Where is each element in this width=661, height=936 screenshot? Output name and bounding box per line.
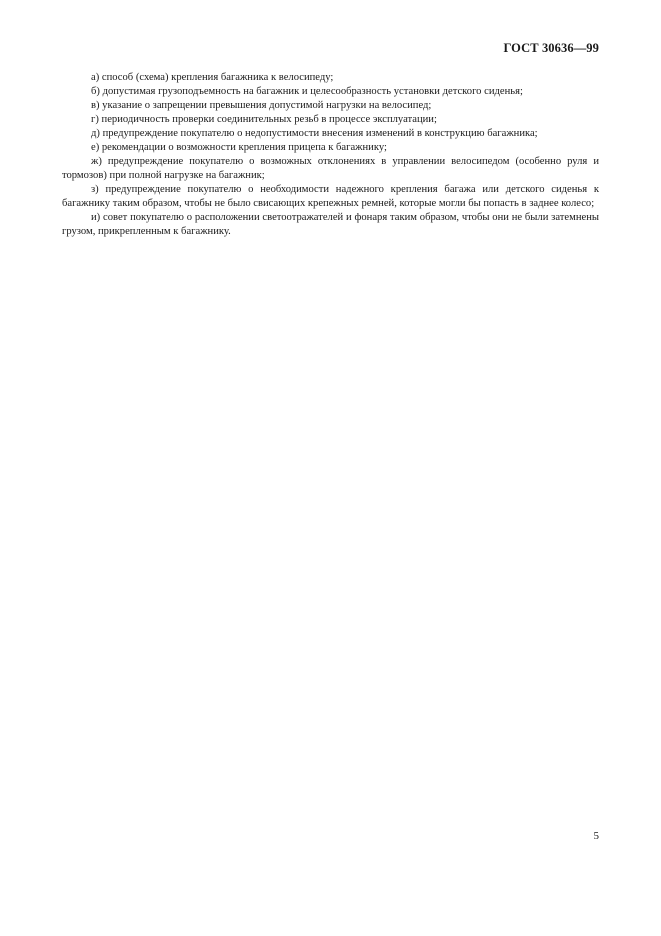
list-item-b: б) допустимая грузоподъемность на багажник и целесообразность установки детского сиденья; xyxy=(91,86,523,97)
list-item-e: е) рекомендации о возможности крепления прицепа к багажнику; xyxy=(91,142,387,153)
list-item-d: д) предупреждение покупателю о недопустимости внесения изменений в конструкцию багажника; xyxy=(91,128,538,139)
list-item-i: и) совет покупателю о расположении светоотражателей и фонаря таким образом, чтобы они не были затемнены грузом, прикрепленным к багажнику. xyxy=(62,212,599,237)
page-number: 5 xyxy=(593,830,599,842)
list-item-a: а) способ (схема) крепления багажника к велосипеду; xyxy=(91,72,334,83)
list-item-g: г) периодичность проверки соединительных резьб в процессе эксплуатации; xyxy=(91,114,437,125)
list-item-v: в) указание о запрещении превышения допустимой нагрузки на велосипед; xyxy=(91,100,432,111)
list-item-zh: ж) предупреждение покупателю о возможных отклонениях в управлении велосипедом (особенно руля и тормозов) при полной нагрузке на багажник; xyxy=(62,156,599,181)
list-item-z: з) предупреждение покупателю о необходимости надежного крепления багажа или детского сиденья к багажнику таким образом, чтобы не было свисающих крепежных ремней, которые могли бы попасть в заднее колесо; xyxy=(62,184,599,209)
standard-number: ГОСТ 30636—99 xyxy=(503,41,599,55)
document-header xyxy=(503,41,599,56)
document-body xyxy=(62,71,599,239)
